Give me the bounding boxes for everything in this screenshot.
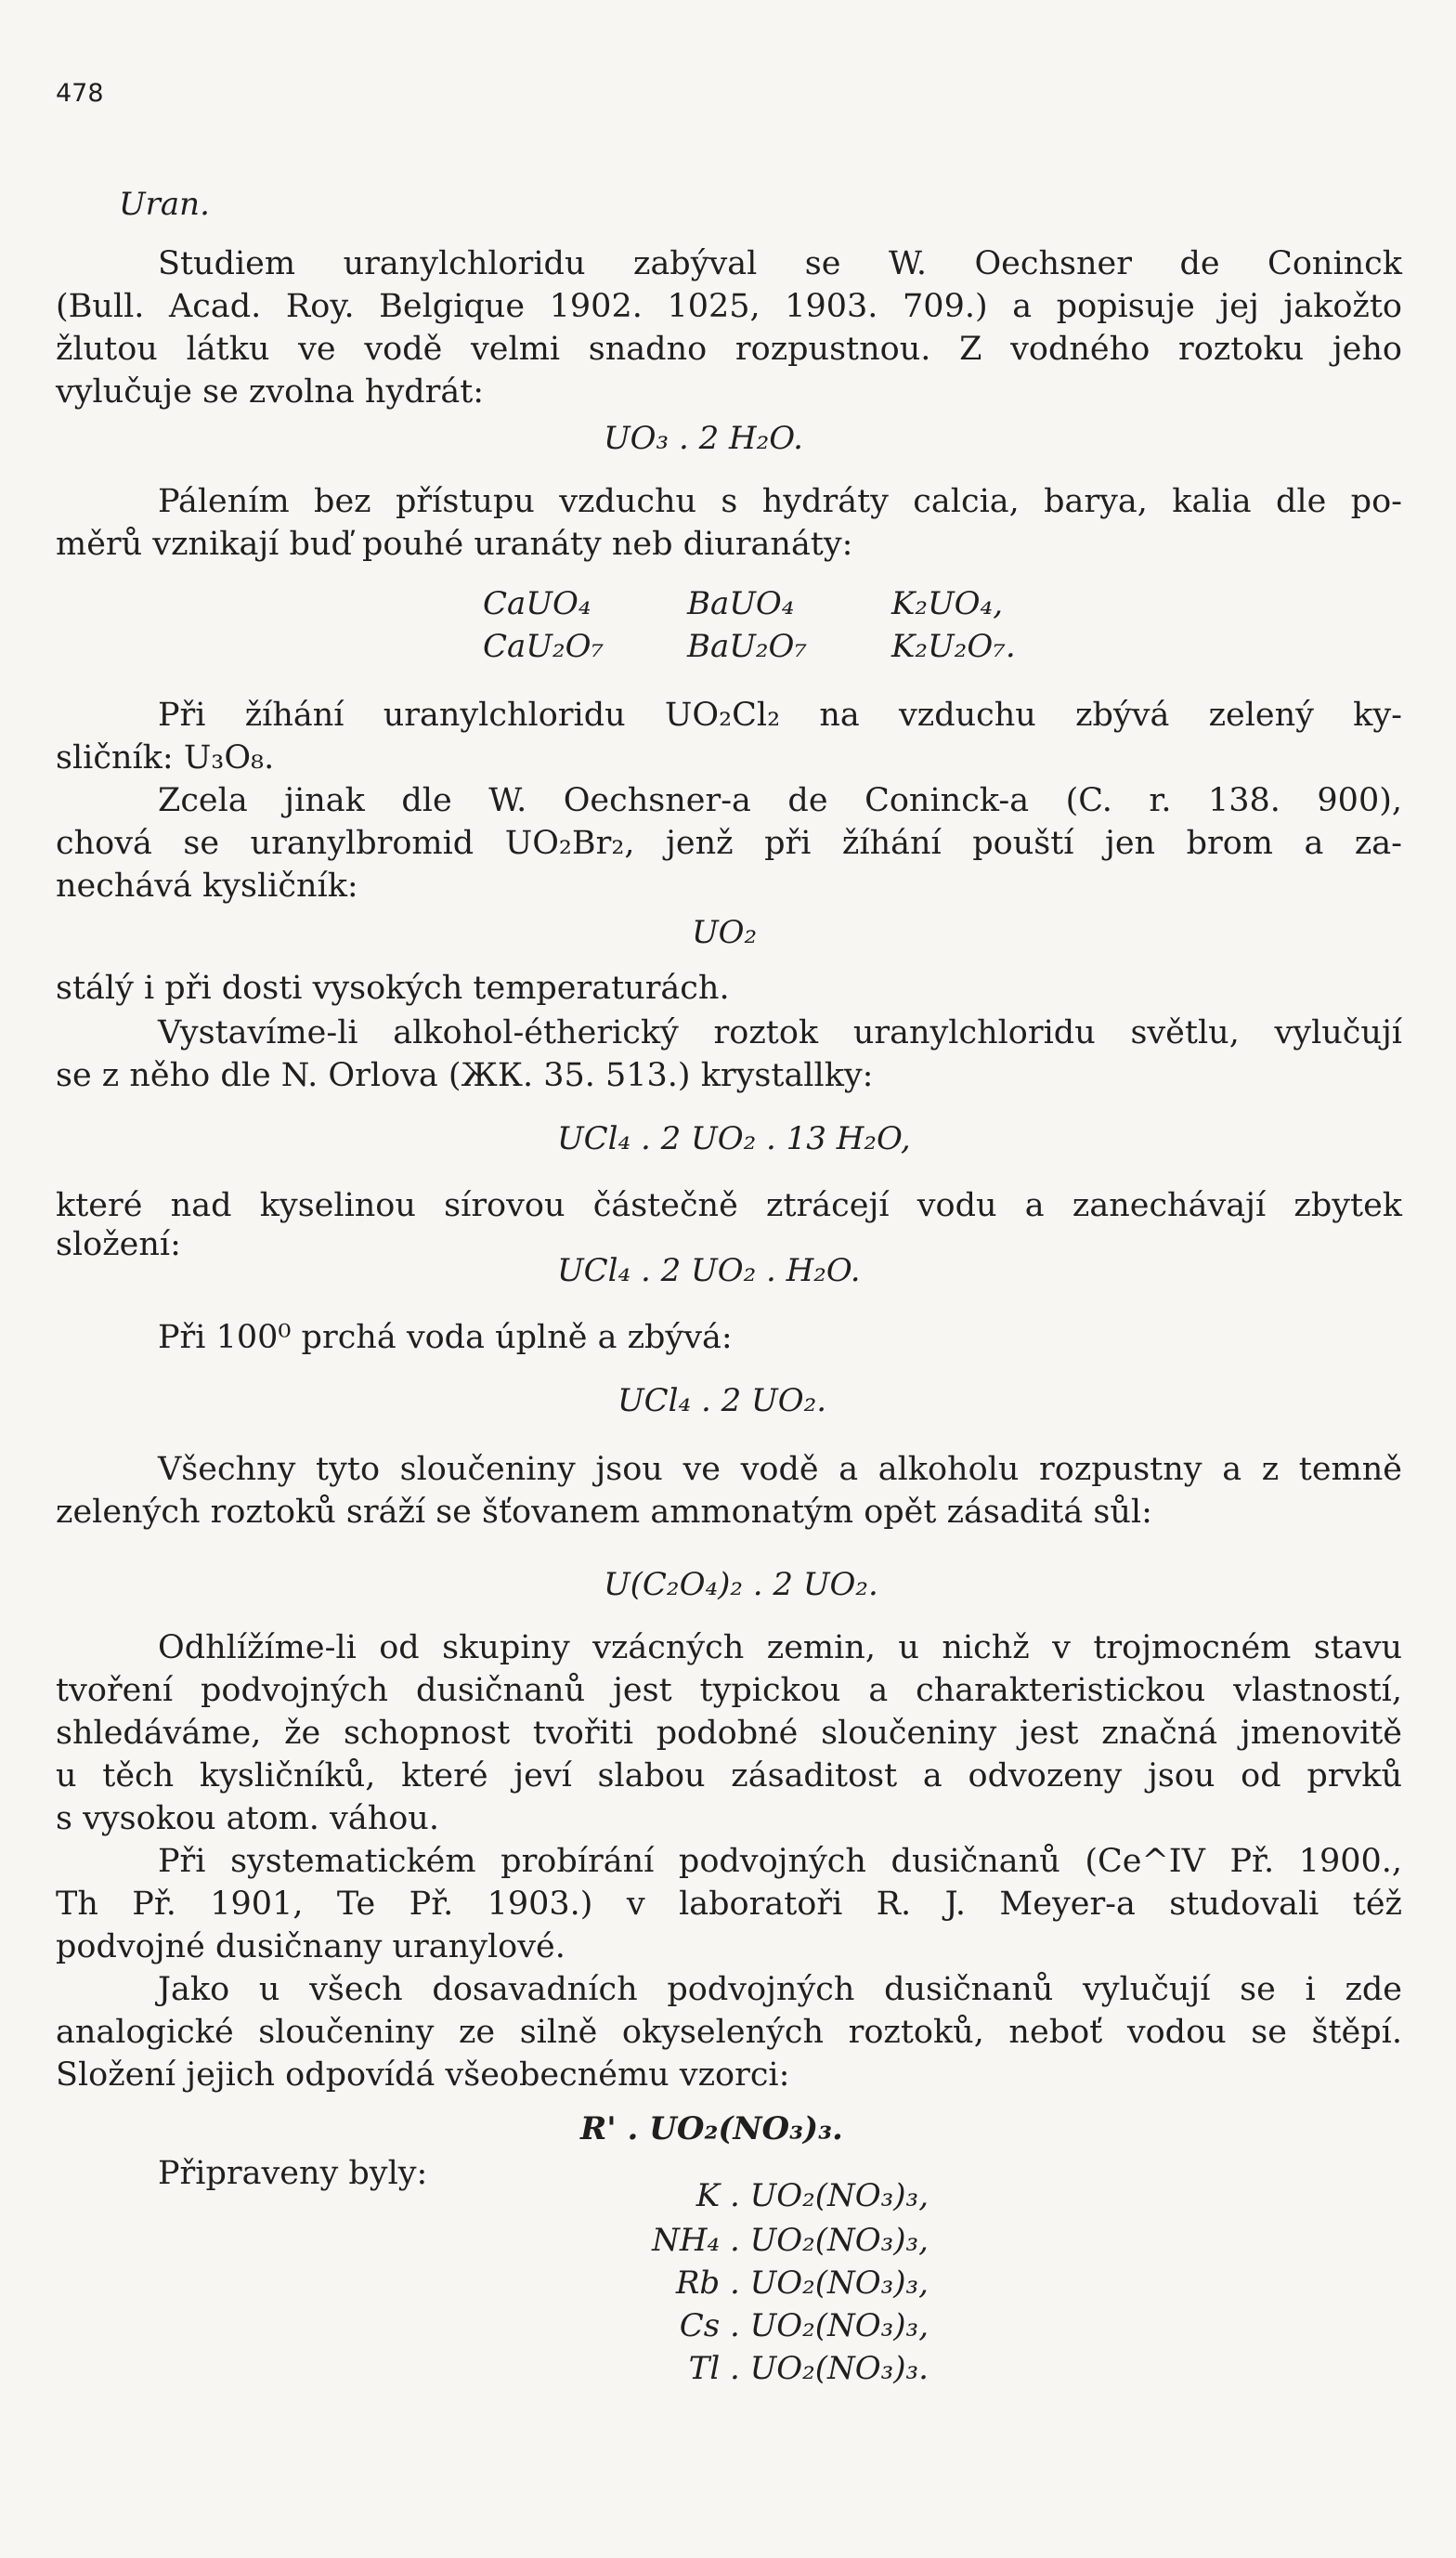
formula-uranates-row bbox=[483, 583, 1096, 624]
text-line: Při žíhání uranylchloridu UO₂Cl₂ na vzduchu zbývá zelený ky- bbox=[158, 697, 1402, 734]
text-line: Jako u všech dosavadních podvojných dusičnanů vylučují se i zde bbox=[158, 1971, 1402, 2008]
text-line: sličník: U₃O₈. bbox=[56, 739, 275, 777]
formula-list-item: Tl . UO₂(NO₃)₃. bbox=[688, 2350, 929, 2387]
text-line: měrů vznikají buď pouhé uranáty neb diuranáty: bbox=[56, 526, 853, 563]
formula-k2uo4: K₂UO₄, bbox=[891, 585, 1003, 622]
text-line: které nad kyselinou sírovou částečně ztrácejí vodu a zanechávají zbytek bbox=[56, 1187, 1402, 1224]
formula-orlov-anhydrous: UCl₄ . 2 UO₂. bbox=[618, 1382, 827, 1419]
text-line: chová se uranylbromid UO₂Br₂, jenž při žíhání pouští jen brom a za- bbox=[56, 825, 1402, 862]
text-line: Th Př. 1901, Te Př. 1903.) v laboratoři R. J. Meyer-a studovali též bbox=[56, 1886, 1402, 1923]
text-line: Pálením bez přístupu vzduchu s hydráty calcia, barya, kalia dle po- bbox=[158, 483, 1402, 520]
text-line: Studiem uranylchloridu zabýval se W. Oechsner de Coninck bbox=[158, 245, 1402, 282]
page-number: 478 bbox=[56, 79, 104, 108]
text-line: (Bull. Acad. Roy. Belgique 1902. 1025, 1903. 709.) a popisuje jej jakožto bbox=[56, 288, 1402, 325]
text-line: s vysokou atom. váhou. bbox=[56, 1800, 439, 1837]
formula-orlov-residue: UCl₄ . 2 UO₂ . H₂O. bbox=[557, 1252, 861, 1289]
formula-k2u2o7: K₂U₂O₇. bbox=[891, 628, 1016, 665]
formula-list-item: NH₄ . UO₂(NO₃)₃, bbox=[652, 2222, 929, 2259]
formula-hydrate: UO₃ . 2 H₂O. bbox=[604, 420, 803, 457]
text-line: složení: bbox=[56, 1226, 181, 1263]
text-line: analogické sloučeniny ze silně okyselených roztoků, neboť vodou se štěpí. bbox=[56, 2014, 1402, 2051]
formula-uo2: UO₂ bbox=[692, 914, 758, 951]
formula-list-item: Cs . UO₂(NO₃)₃, bbox=[679, 2307, 929, 2344]
text-line: tvoření podvojných dusičnanů jest typickou a charakteristickou vlastností, bbox=[56, 1672, 1402, 1709]
running-head: Uran. bbox=[119, 186, 210, 223]
text-line: Připraveny byly: bbox=[158, 2155, 428, 2192]
text-line: podvojné dusičnany uranylové. bbox=[56, 1928, 566, 1965]
formula-cau2o7: CaU₂O₇ bbox=[483, 628, 604, 665]
text-line: žlutou látku ve vodě velmi snadno rozpustnou. Z vodného roztoku jeho bbox=[56, 331, 1402, 368]
formula-diuranates-row bbox=[483, 626, 1096, 667]
text-line: Všechny tyto sloučeniny jsou ve vodě a alkoholu rozpustny a z temně bbox=[158, 1451, 1402, 1488]
text-line: zelených roztoků sráží se šťovanem ammonatým opět zásaditá sůl: bbox=[56, 1494, 1152, 1531]
formula-bauo4: BaUO₄ bbox=[687, 585, 795, 622]
formula-cauo4: CaUO₄ bbox=[483, 585, 592, 622]
formula-oxalate: U(C₂O₄)₂ . 2 UO₂. bbox=[604, 1566, 878, 1603]
text-line: Složení jejich odpovídá všeobecnému vzorci: bbox=[56, 2056, 790, 2094]
text-line: Vystavíme-li alkohol-étherický roztok uranylchloridu světlu, vylučují bbox=[158, 1014, 1402, 1051]
text-line: Při systematickém probírání podvojných dusičnanů (Ce^IV Př. 1900., bbox=[158, 1843, 1402, 1880]
formula-orlov-crystals: UCl₄ . 2 UO₂ . 13 H₂O, bbox=[557, 1120, 911, 1157]
formula-bau2o7: BaU₂O₇ bbox=[687, 628, 808, 665]
text-line: se z něho dle N. Orlova (ЖК. 35. 513.) krystallky: bbox=[56, 1057, 874, 1094]
text-line: stálý i při dosti vysokých temperaturách. bbox=[56, 970, 730, 1007]
text-line: Při 100⁰ prchá voda úplně a zbývá: bbox=[158, 1319, 733, 1356]
formula-list-item: K . UO₂(NO₃)₃, bbox=[696, 2177, 929, 2214]
formula-general: R' . UO₂(NO₃)₃. bbox=[580, 2110, 843, 2147]
text-line: Odhlížíme-li od skupiny vzácných zemin, u nichž v trojmocném stavu bbox=[158, 1629, 1402, 1666]
text-line: nechává kysličník: bbox=[56, 868, 358, 905]
formula-list-item: Rb . UO₂(NO₃)₃, bbox=[675, 2264, 929, 2302]
text-line: Zcela jinak dle W. Oechsner-a de Coninck-a (C. r. 138. 900), bbox=[158, 782, 1402, 819]
text-line: shledáváme, že schopnost tvořiti podobné sloučeniny jest značná jmenovitě bbox=[56, 1715, 1402, 1752]
text-line: u těch kysličníků, které jeví slabou zásaditost a odvozeny jsou od prvků bbox=[56, 1757, 1402, 1795]
text-line: vylučuje se zvolna hydrát: bbox=[56, 373, 485, 411]
